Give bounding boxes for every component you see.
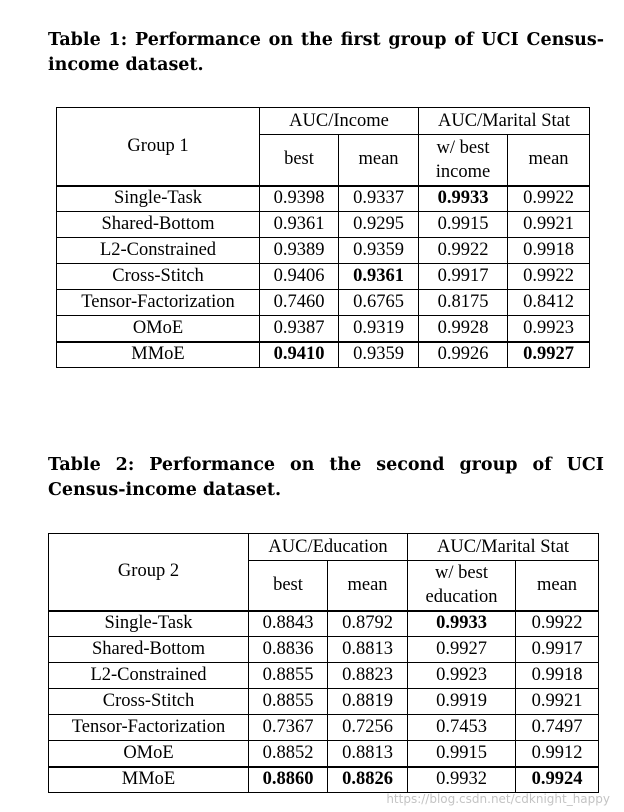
value-cell-best: 0.8826 — [328, 767, 408, 793]
value-cell: 0.9917 — [516, 637, 599, 663]
method-cell: L2-Constrained — [49, 663, 249, 689]
value-cell: 0.8852 — [249, 741, 328, 767]
method-cell: Cross-Stitch — [49, 689, 249, 715]
subheader-mean: mean — [339, 135, 419, 186]
value-cell-best: 0.9361 — [339, 264, 419, 290]
value-cell: 0.9932 — [408, 767, 516, 793]
value-cell: 0.9359 — [339, 238, 419, 264]
value-cell: 0.9928 — [419, 316, 508, 342]
value-cell: 0.7256 — [328, 715, 408, 741]
table-row — [57, 238, 590, 264]
table-row — [49, 689, 599, 715]
table-1 — [56, 107, 590, 368]
value-cell: 0.9919 — [408, 689, 516, 715]
method-cell: MMoE — [57, 342, 260, 368]
method-cell: L2-Constrained — [57, 238, 260, 264]
method-cell: Single-Task — [57, 186, 260, 212]
value-cell: 0.9319 — [339, 316, 419, 342]
value-cell: 0.8813 — [328, 741, 408, 767]
method-cell: Cross-Stitch — [57, 264, 260, 290]
value-cell: 0.9406 — [260, 264, 339, 290]
table-1-caption: Table 1: Performance on the first group of UCI Census-income dataset. — [48, 30, 604, 75]
value-cell: 0.9917 — [419, 264, 508, 290]
method-cell: OMoE — [49, 741, 249, 767]
value-cell-best: 0.9410 — [260, 342, 339, 368]
value-cell: 0.8823 — [328, 663, 408, 689]
value-cell-best: 0.8860 — [249, 767, 328, 793]
value-cell: 0.8855 — [249, 663, 328, 689]
metric-header-marital: AUC/Marital Stat — [419, 108, 590, 135]
method-cell: MMoE — [49, 767, 249, 793]
table-row — [57, 212, 590, 238]
subheader-mean-2: mean — [508, 135, 590, 186]
value-cell: 0.9922 — [508, 264, 590, 290]
table-row — [57, 290, 590, 316]
table-row — [49, 767, 599, 793]
group-label-cell: Group 2 — [49, 534, 249, 611]
value-cell-best: 0.9924 — [516, 767, 599, 793]
value-cell: 0.7453 — [408, 715, 516, 741]
table-row — [57, 186, 590, 212]
table-row — [49, 611, 599, 637]
metric-header-income: AUC/Income — [260, 108, 419, 135]
value-cell: 0.9915 — [408, 741, 516, 767]
value-cell: 0.7367 — [249, 715, 328, 741]
method-cell: OMoE — [57, 316, 260, 342]
value-cell: 0.9387 — [260, 316, 339, 342]
value-cell: 0.9295 — [339, 212, 419, 238]
value-cell: 0.9359 — [339, 342, 419, 368]
table-row — [57, 342, 590, 368]
method-cell: Shared-Bottom — [57, 212, 260, 238]
subheader-best: best — [249, 561, 328, 611]
metric-header-education: AUC/Education — [249, 534, 408, 561]
table-row — [49, 637, 599, 663]
metric-header-marital: AUC/Marital Stat — [408, 534, 599, 561]
value-cell: 0.9921 — [516, 689, 599, 715]
value-cell: 0.8855 — [249, 689, 328, 715]
value-cell: 0.8813 — [328, 637, 408, 663]
value-cell: 0.9922 — [516, 611, 599, 637]
value-cell: 0.9927 — [408, 637, 516, 663]
table-row — [49, 741, 599, 767]
value-cell: 0.9398 — [260, 186, 339, 212]
value-cell: 0.7497 — [516, 715, 599, 741]
value-cell: 0.8792 — [328, 611, 408, 637]
watermark: https://blog.csdn.net/cdknight_happy — [386, 792, 610, 806]
value-cell: 0.9926 — [419, 342, 508, 368]
table-2 — [48, 533, 599, 793]
value-cell: 0.8819 — [328, 689, 408, 715]
method-cell: Tensor-Factorization — [49, 715, 249, 741]
value-cell: 0.8175 — [419, 290, 508, 316]
subheader-mean: mean — [328, 561, 408, 611]
value-cell: 0.8836 — [249, 637, 328, 663]
subheader-w-best: w/ best education — [408, 561, 516, 611]
table-2-caption: Table 2: Performance on the second group of UCI Census-income dataset. — [48, 455, 604, 500]
table-row — [57, 264, 590, 290]
value-cell: 0.9921 — [508, 212, 590, 238]
value-cell: 0.9923 — [508, 316, 590, 342]
subheader-w-best: w/ best income — [419, 135, 508, 186]
method-cell: Shared-Bottom — [49, 637, 249, 663]
value-cell: 0.8843 — [249, 611, 328, 637]
table-row — [49, 663, 599, 689]
value-cell: 0.9915 — [419, 212, 508, 238]
value-cell: 0.9923 — [408, 663, 516, 689]
method-cell: Tensor-Factorization — [57, 290, 260, 316]
value-cell: 0.9922 — [419, 238, 508, 264]
subheader-mean-2: mean — [516, 561, 599, 611]
table-row — [57, 316, 590, 342]
value-cell-best: 0.9927 — [508, 342, 590, 368]
group-label-cell: Group 1 — [57, 108, 260, 186]
value-cell: 0.9337 — [339, 186, 419, 212]
value-cell: 0.9361 — [260, 212, 339, 238]
value-cell: 0.9912 — [516, 741, 599, 767]
value-cell: 0.9918 — [508, 238, 590, 264]
table-row — [49, 715, 599, 741]
value-cell-best: 0.9933 — [419, 186, 508, 212]
value-cell: 0.9389 — [260, 238, 339, 264]
subheader-best: best — [260, 135, 339, 186]
method-cell: Single-Task — [49, 611, 249, 637]
value-cell: 0.8412 — [508, 290, 590, 316]
value-cell: 0.6765 — [339, 290, 419, 316]
value-cell-best: 0.9933 — [408, 611, 516, 637]
value-cell: 0.9922 — [508, 186, 590, 212]
value-cell: 0.9918 — [516, 663, 599, 689]
value-cell: 0.7460 — [260, 290, 339, 316]
